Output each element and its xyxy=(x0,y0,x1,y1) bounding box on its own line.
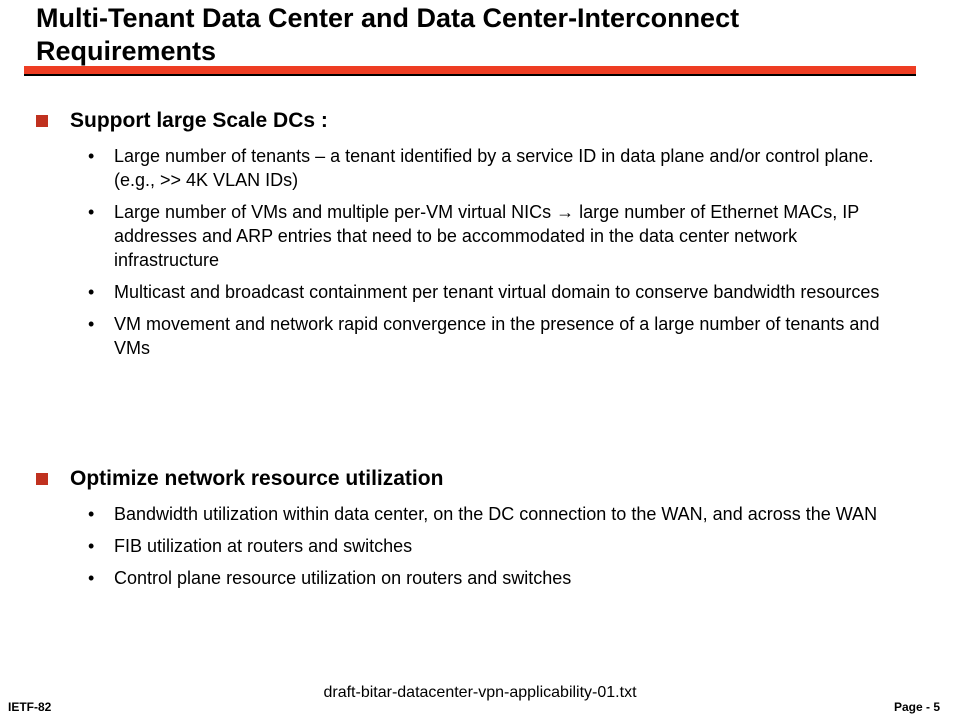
slide-title: Multi-Tenant Data Center and Data Center-Interconnect Requirements xyxy=(36,3,740,66)
bullet-dot-icon: • xyxy=(88,536,95,556)
bullet-dot-icon: • xyxy=(88,568,95,588)
section-header xyxy=(36,104,916,138)
section-support-large-scale xyxy=(36,104,916,360)
bullet-list xyxy=(36,502,916,590)
section-header xyxy=(36,462,916,496)
list-item-text: Large number of VMs and multiple per-VM virtual NICs → large number of Ethernet MACs, IP addresses and ARP entries that need to be accommodated in the data center network infrastructure xyxy=(114,202,859,270)
list-item xyxy=(36,502,916,526)
list-item xyxy=(36,566,916,590)
list-item-text: Bandwidth utilization within data center, on the DC connection to the WAN, and across the WAN xyxy=(114,504,878,524)
footer-document-name: draft-bitar-datacenter-vpn-applicability-01.txt xyxy=(323,684,637,701)
list-item-text: VM movement and network rapid convergence in the presence of a large number of tenants and VMs xyxy=(114,314,880,358)
square-bullet-icon xyxy=(36,115,48,127)
list-item-text: Large number of tenants – a tenant identified by a service ID in data plane and/or control plane.(e.g., >> 4K VLAN IDs) xyxy=(114,146,874,190)
section-heading: Support large Scale DCs : xyxy=(70,109,328,132)
bullet-dot-icon: • xyxy=(88,202,95,222)
title-underline-dark xyxy=(24,74,916,76)
section-optimize-resources xyxy=(36,462,916,590)
footer-page-number: Page - 5 xyxy=(893,700,940,714)
bullet-dot-icon: • xyxy=(88,504,95,524)
list-item xyxy=(36,534,916,558)
bullet-list xyxy=(36,144,916,360)
list-item-text: Multicast and broadcast containment per tenant virtual domain to conserve bandwidth resources xyxy=(114,282,880,302)
section-heading: Optimize network resource utilization xyxy=(70,467,444,490)
list-item-text: FIB utilization at routers and switches xyxy=(114,536,413,556)
bullet-dot-icon: • xyxy=(88,146,95,166)
title-underline-red xyxy=(24,66,916,74)
list-item xyxy=(36,312,916,360)
list-item-text: Control plane resource utilization on routers and switches xyxy=(114,568,572,588)
footer-event-label: IETF-82 xyxy=(8,700,52,714)
bullet-dot-icon: • xyxy=(88,282,95,302)
list-item xyxy=(36,280,916,304)
square-bullet-icon xyxy=(36,473,48,485)
list-item xyxy=(36,144,916,192)
list-item xyxy=(36,200,916,272)
bullet-dot-icon: • xyxy=(88,314,95,334)
